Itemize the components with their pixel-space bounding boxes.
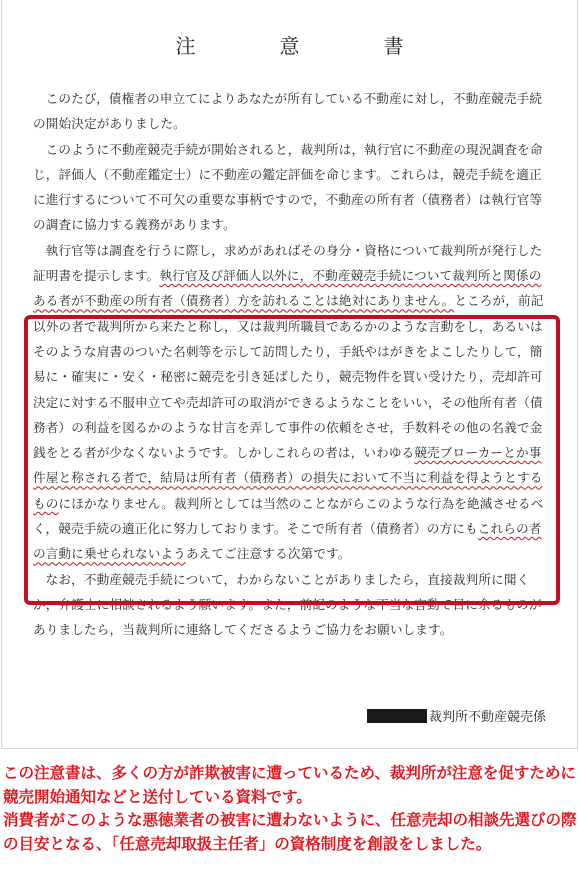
signature — [367, 706, 546, 725]
paragraph-3-intro: 執行官等は調査を行うに際し，求めがあればその身分・資格について裁判所が発行した証明書を提示します。 — [33, 242, 543, 284]
paragraph-3-end: あえてご注意する次第です。 — [185, 546, 351, 562]
underlined-broker: 競売ブローカーとか事件屋と称される者で，結局は所有者（債務者）の損失において不当に利益を得ようとするもの — [33, 445, 543, 511]
underlined-caution: これらの者の言動に乗せられないよう — [33, 521, 542, 562]
underlined-warning: 執行官及び評価人以外に，不動産競売手続について裁判所と関係のある者が不動産の所有者（債務者）方を訪れることは絶対にありません。 — [33, 268, 542, 309]
caption — [0, 762, 580, 856]
caption-line-1: この注意書は、多くの方が詐欺被害に遭っているため、裁判所が注意を促すために競売開始通知などと送付している資料です。 — [3, 764, 576, 806]
highlight-box — [24, 315, 560, 605]
paragraph-3-body: ところが，前記以外の者で裁判所から来たと称し，又は裁判所職員であるかのような言動をし，あるいはそのような肩書のついた名刺等を示して訪問したり，手紙やはがきをよこしたりして，簡易に・確実に・安く・秘密に競売を引き延ばしたり，競売物件を買い受けたり，売却許可決定に対する不服申立てや売却許可の取消ができるようなことをいい，その他所有者（債務者）の利益を図るかのような甘言を弄して事件の依頼をさせ，手数料その他の名義で金銭をとる者が少なくないようです。しかしこれらの者は，いわゆる — [33, 293, 544, 461]
paragraph-4: なお，不動産競売手続について，わからないことがありましたら，直接裁判所に聞くか，弁護士に相談されるよう願います。また，前記のような不当な言動で目に余るものがありましたら，当裁判所に連絡してくださるようご協力をお願いします。 — [33, 571, 542, 638]
caption-line-2: 消費者がこのような悪徳業者の被害に遭わないように、任意売却の相談先選びの際の目安となる、「任意売却取扱主任者」の資格制度を創設をしました。 — [3, 811, 577, 853]
paragraph-2: このように不動産競売手続が開始されると，裁判所は，執行官に不動産の現況調査を命じ，評価人（不動産鑑定士）に不動産の鑑定評価を命じます。これらは，競売手続を適正に進行するについて不可欠の重要な事柄ですので，不動産の所有者（債務者）は執行官等の調査に協力する義務があります。 — [33, 141, 543, 233]
paragraph-3-cont: にほかなりません。裁判所としては当然のことながらこのような行為を絶滅させるべく，競売手続の適正化に努力しております。そこで所有者（債務者）の方にも — [33, 495, 544, 537]
notice-document — [1, 0, 578, 749]
document-title: 注 意 書 — [175, 34, 436, 58]
redaction-bar — [367, 709, 427, 723]
paragraph-1: このたび，債権者の申立てによりあなたが所有している不動産に対し，不動産競売手続の開始決定がありました。 — [33, 91, 543, 132]
signature-label: 裁判所不動産競売係 — [428, 710, 546, 725]
